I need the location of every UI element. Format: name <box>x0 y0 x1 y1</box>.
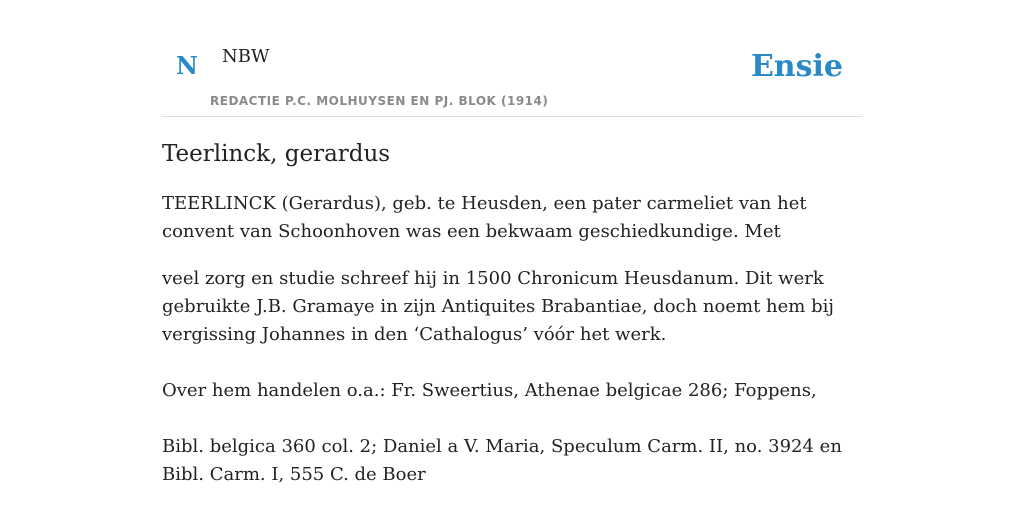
article <box>162 138 862 489</box>
source-logo[interactable]: N <box>176 51 198 80</box>
article-paragraph: veel zorg en studie schreef hij in 1500 Chronicum Heusdanum. Dit werk gebruikte J.B. Gramaye in zijn Antiquites Brabantiae, doch noemt hem bij vergissing Johannes in den ‘Cathalogus’ vóór het werk. <box>162 268 834 345</box>
article-paragraph: Over hem handelen o.a.: Fr. Sweertius, Athenae belgicae 286; Foppens, <box>162 380 817 401</box>
article-title: Teerlinck, gerardus <box>162 141 391 167</box>
source-header <box>162 0 862 117</box>
source-name[interactable]: NBW <box>222 46 270 67</box>
article-paragraph: TEERLINCK (Gerardus), geb. te Heusden, een pater carmeliet van het convent van Schoonhoven was een bekwaam geschiedkundige. Met <box>162 193 807 242</box>
source-editors: REDACTIE P.C. MOLHUYSEN EN PJ. BLOK (1914) <box>210 94 549 108</box>
article-paragraph: Bibl. belgica 360 col. 2; Daniel a V. Maria, Speculum Carm. II, no. 3924 en Bibl. Carm. I, 555 C. de Boer <box>162 436 842 485</box>
brand-logo-link[interactable]: Ensie <box>750 49 843 84</box>
